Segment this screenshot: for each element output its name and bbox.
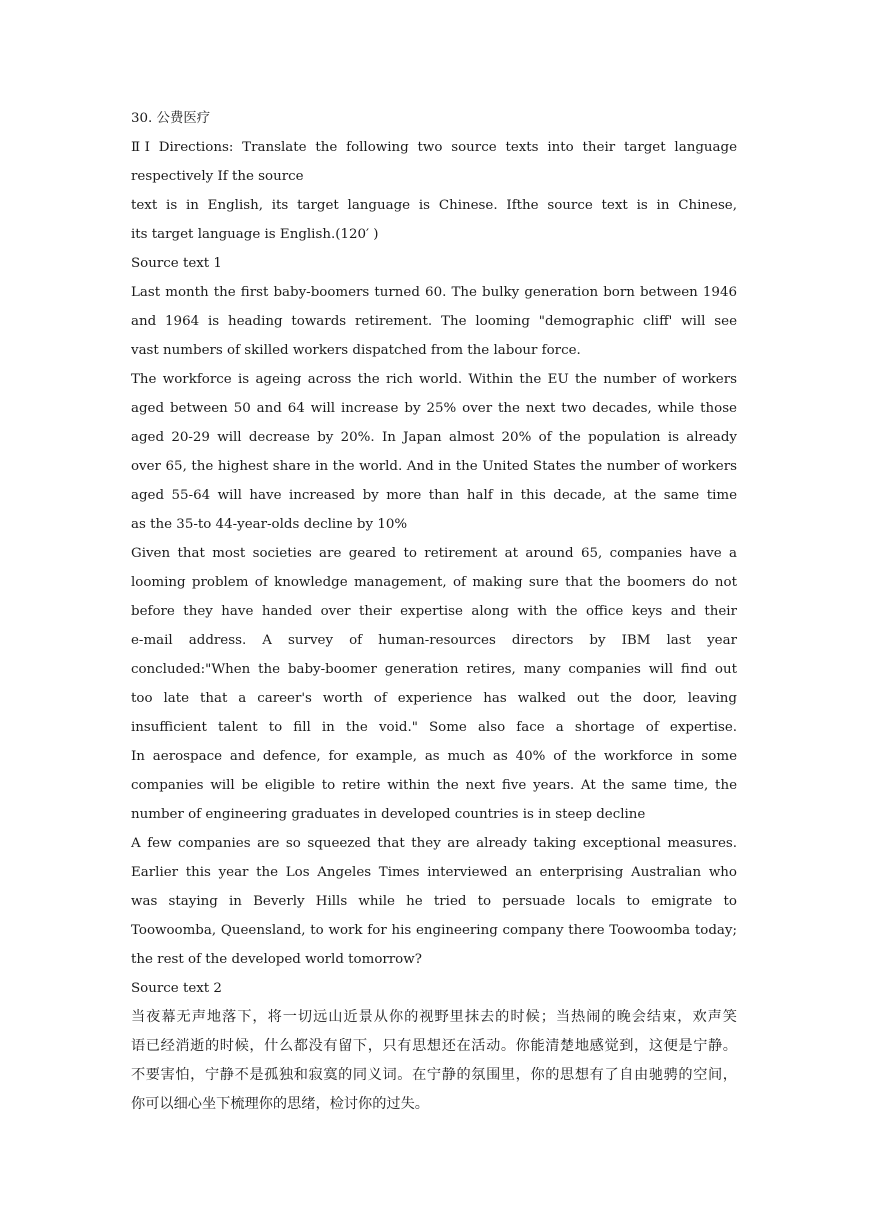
source-1-line: the rest of the developed world tomorrow? bbox=[131, 952, 422, 967]
source-1-line: vast numbers of skilled workers dispatched from the labour force. bbox=[131, 343, 581, 358]
source-1-line: concluded:"When the baby-boomer generation retires, many companies will find out bbox=[131, 662, 737, 677]
document-body bbox=[131, 104, 737, 1119]
source-1-line: too late that a career's worth of experience has walked out the door, leaving bbox=[131, 691, 737, 706]
directions-line: respectively If the source bbox=[131, 169, 304, 184]
source-1-line: aged between 50 and 64 will increase by 25% over the next two decades, while those bbox=[131, 401, 737, 416]
directions-line: text is in English, its target language is Chinese. Ifthe source text is in Chinese, bbox=[131, 198, 737, 213]
source-1-line: e-mail address. A survey of human-resources directors by IBM last year bbox=[131, 633, 737, 648]
source-1-line: number of engineering graduates in developed countries is in steep decline bbox=[131, 807, 646, 822]
source-text-2-label: Source text 2 bbox=[131, 981, 222, 996]
source-1-line: was staying in Beverly Hills while he tried to persuade locals to emigrate to bbox=[131, 894, 737, 909]
source-1-line: Toowoomba, Queensland, to work for his engineering company there Toowoomba today; bbox=[131, 923, 737, 938]
source-text-1-label: Source text 1 bbox=[131, 256, 222, 271]
source-2-line: 你可以细心坐下梳理你的思绪，检讨你的过失。 bbox=[131, 1096, 429, 1112]
source-1-line: In aerospace and defence, for example, as much as 40% of the workforce in some bbox=[131, 749, 737, 764]
source-1-line: looming problem of knowledge management, of making sure that the boomers do not bbox=[131, 575, 737, 590]
source-2-line: 当夜幕无声地落下，将一切远山近景从你的视野里抹去的时候；当热闹的晚会结束，欢声笑 bbox=[131, 1009, 737, 1025]
source-1-line: aged 55-64 will have increased by more than half in this decade, at the same time bbox=[131, 488, 737, 503]
source-2-line: 语已经消逝的时候，什么都没有留下，只有思想还在活动。你能清楚地感觉到，这便是宁静。 bbox=[131, 1038, 737, 1054]
directions-line: its target language is English.(120′ ) bbox=[131, 227, 379, 242]
source-1-line: before they have handed over their expertise along with the office keys and their bbox=[131, 604, 737, 619]
source-1-line: as the 35-to 44-year-olds decline by 10% bbox=[131, 517, 408, 532]
source-1-line: Earlier this year the Los Angeles Times interviewed an enterprising Australian who bbox=[131, 865, 737, 880]
source-1-line: companies will be eligible to retire within the next five years. At the same time, the bbox=[131, 778, 737, 793]
source-1-line: insufficient talent to fill in the void." Some also face a shortage of expertise. bbox=[131, 720, 737, 735]
source-2-line: 不要害怕，宁静不是孤独和寂寞的同义词。在宁静的氛围里，你的思想有了自由驰骋的空间， bbox=[131, 1067, 737, 1083]
directions-line: ⅡI Directions: Translate the following two source texts into their target language bbox=[131, 140, 737, 155]
source-1-line: and 1964 is heading towards retirement. The looming "demographic cliff' will see bbox=[131, 314, 737, 329]
source-1-line: A few companies are so squeezed that they are already taking exceptional measures. bbox=[131, 836, 737, 851]
source-1-line: aged 20-29 will decrease by 20%. In Japan almost 20% of the population is already bbox=[131, 430, 737, 445]
source-1-line: The workforce is ageing across the rich world. Within the EU the number of workers bbox=[131, 372, 737, 387]
source-1-line: Given that most societies are geared to retirement at around 65, companies have a bbox=[131, 546, 737, 561]
source-1-line: over 65, the highest share in the world. And in the United States the number of workers bbox=[131, 459, 737, 474]
source-1-line: Last month the first baby-boomers turned 60. The bulky generation born between 1946 bbox=[131, 285, 737, 300]
question-heading: 30. 公费医疗 bbox=[131, 111, 211, 126]
